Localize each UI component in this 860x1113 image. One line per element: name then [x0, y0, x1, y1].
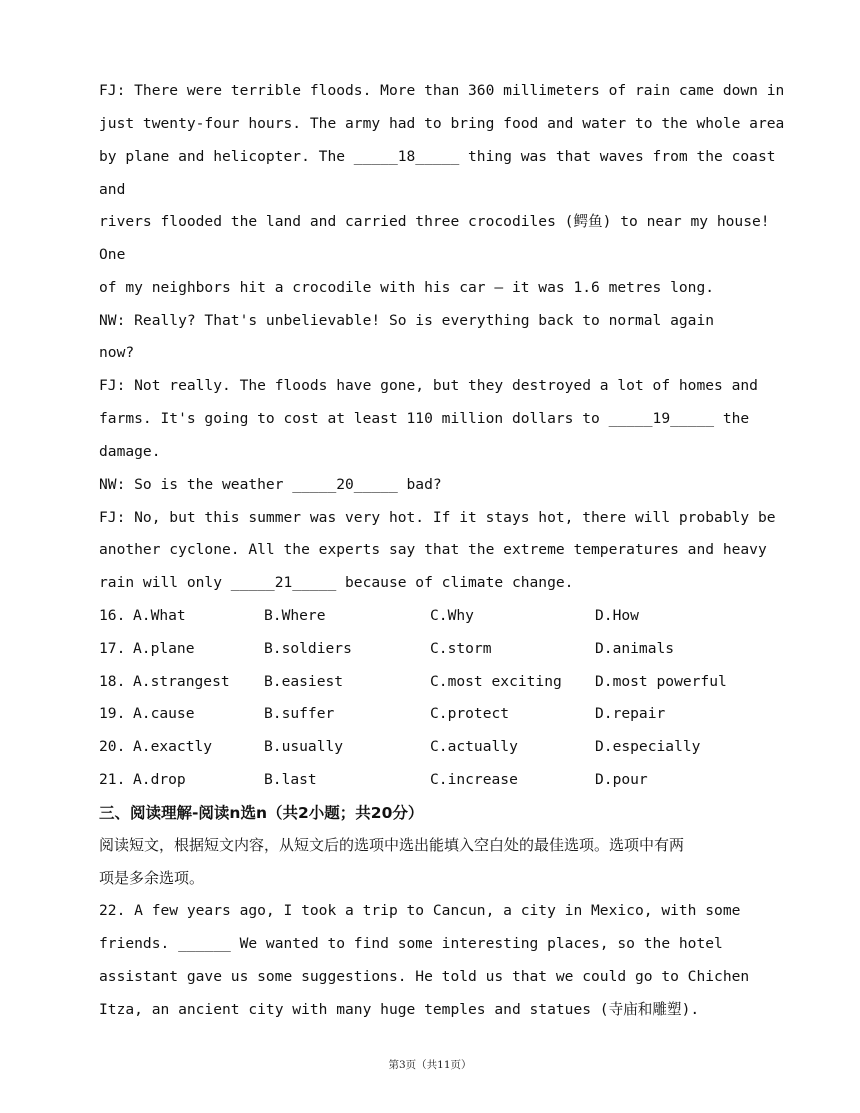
- option-d: D.pour: [595, 771, 648, 788]
- question-number: 18.: [99, 673, 126, 690]
- question-options-18: [99, 672, 799, 692]
- section-title: 三、阅读理解-阅读n选n（共2小题；共20分）: [99, 804, 424, 822]
- option-d: D.especially: [595, 738, 701, 755]
- passage-line: now?: [99, 344, 135, 361]
- option-c: C.increase: [430, 771, 518, 788]
- question-options-21: [99, 770, 799, 790]
- option-d: D.most powerful: [595, 673, 727, 690]
- section-instructions: 阅读短文，根据短文内容，从短文后的选项中选出能填入空白处的最佳选项。选项中有两: [99, 836, 685, 854]
- passage-line: NW: So is the weather _____20_____ bad?: [99, 476, 442, 493]
- option-b: B.easiest: [264, 673, 344, 690]
- option-c: C.storm: [430, 640, 492, 657]
- passage-line: rivers flooded the land and carried three crocodiles (鳄鱼) to near my house!: [99, 213, 770, 230]
- option-d: D.animals: [595, 640, 675, 657]
- passage2-line: Itza, an ancient city with many huge temples and statues (寺庙和雕塑).: [99, 1001, 700, 1018]
- option-b: B.last: [264, 771, 317, 788]
- passage-line: and: [99, 181, 126, 198]
- passage-line: FJ: Not really. The floods have gone, but they destroyed a lot of homes and: [99, 377, 758, 394]
- page-footer: 第3页（共11页）: [388, 1059, 472, 1071]
- option-b: B.usually: [264, 738, 344, 755]
- passage-line: of my neighbors hit a crocodile with his car — it was 1.6 metres long.: [99, 279, 715, 296]
- passage-line: another cyclone. All the experts say that the extreme temperatures and heavy: [99, 541, 767, 558]
- option-a: A.strangest: [133, 673, 230, 690]
- question-number: 16.: [99, 607, 126, 624]
- passage-line: NW: Really? That's unbelievable! So is everything back to normal again: [99, 312, 715, 329]
- option-c: C.protect: [430, 705, 510, 722]
- option-b: B.suffer: [264, 705, 335, 722]
- passage-line: FJ: No, but this summer was very hot. If it stays hot, there will probably be: [99, 509, 776, 526]
- question-options-20: [99, 737, 799, 757]
- passage-line: FJ: There were terrible floods. More than 360 millimeters of rain came down in: [99, 82, 785, 99]
- option-a: A.cause: [133, 705, 195, 722]
- passage2-line: 22. A few years ago, I took a trip to Cancun, a city in Mexico, with some: [99, 902, 741, 919]
- section-instructions: 项是多余选项。: [99, 869, 205, 887]
- passage-line: just twenty-four hours. The army had to bring food and water to the whole area: [99, 115, 785, 132]
- passage-line: rain will only _____21_____ because of climate change.: [99, 574, 574, 591]
- question-options-16: [99, 606, 799, 626]
- option-d: D.repair: [595, 705, 666, 722]
- passage-line: damage.: [99, 443, 161, 460]
- passage-line: One: [99, 246, 126, 263]
- question-number: 19.: [99, 705, 126, 722]
- question-number: 21.: [99, 771, 126, 788]
- passage-line: farms. It's going to cost at least 110 million dollars to _____19_____ the: [99, 410, 750, 427]
- passage2-line: friends. ______ We wanted to find some interesting places, so the hotel: [99, 935, 723, 952]
- option-c: C.most exciting: [430, 673, 562, 690]
- passage2-line: assistant gave us some suggestions. He told us that we could go to Chichen: [99, 968, 750, 985]
- question-options-19: [99, 704, 799, 724]
- option-a: A.plane: [133, 640, 195, 657]
- option-a: A.What: [133, 607, 186, 624]
- option-b: B.soldiers: [264, 640, 352, 657]
- passage-line: by plane and helicopter. The _____18_____ thing was that waves from the coast: [99, 148, 776, 165]
- question-options-17: [99, 639, 799, 659]
- option-c: C.actually: [430, 738, 518, 755]
- question-number: 17.: [99, 640, 126, 657]
- option-d: D.How: [595, 607, 639, 624]
- option-c: C.Why: [430, 607, 474, 624]
- option-a: A.exactly: [133, 738, 213, 755]
- question-number: 20.: [99, 738, 126, 755]
- option-b: B.Where: [264, 607, 326, 624]
- option-a: A.drop: [133, 771, 186, 788]
